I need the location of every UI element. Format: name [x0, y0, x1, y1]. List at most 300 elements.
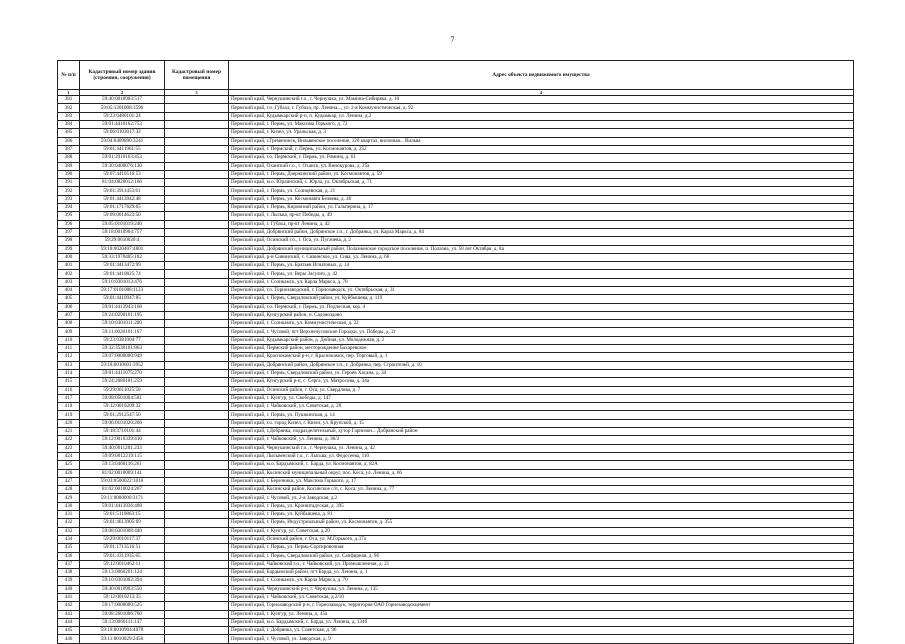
- room-cadastral-number: [165, 336, 229, 344]
- row-number: 443: [58, 610, 80, 618]
- row-number: 435: [58, 544, 80, 552]
- property-address: Пермский край, г. Кизел, ул. Уральская, д. 3: [229, 129, 854, 137]
- room-cadastral-number: [165, 552, 229, 560]
- row-number: 445: [58, 627, 80, 635]
- row-number: 431: [58, 511, 80, 519]
- row-number: 414: [58, 369, 80, 377]
- property-address: Пермский край, г.о. Горнозаводский, г. Горнозаводск, ул. Октябрьская, д. 31: [229, 287, 854, 295]
- property-address: Пермский край, Кудымкарский район, д. Дойная, ул. Молодежная, д. 2: [229, 336, 854, 344]
- row-number: 410: [58, 336, 80, 344]
- property-address: Пермский край, Косинский район, Косинское с/п, с. Коса, ул. Ленина, д. 77: [229, 486, 854, 494]
- room-cadastral-number: [165, 361, 229, 369]
- table-row: [58, 121, 854, 129]
- row-number: 408: [58, 320, 80, 328]
- cadastral-number: 59:09:0012219:115: [80, 452, 165, 460]
- cadastral-number: 59:13:0060201:124: [80, 569, 165, 577]
- cadastral-number: 59:01:3911453:61: [80, 187, 165, 195]
- room-cadastral-number: [165, 96, 229, 104]
- cadastral-number: 59:17:0000000:525: [80, 602, 165, 610]
- table-row: [58, 245, 854, 253]
- table-body: [58, 96, 854, 644]
- row-number: 397: [58, 228, 80, 236]
- table-row: [58, 544, 854, 552]
- row-number: 388: [58, 154, 80, 162]
- property-address: Пермский край, г. Пермь, Свердловский район, ул. Героев Хасана, д. 34: [229, 369, 854, 377]
- table-row: [58, 228, 854, 236]
- row-number: 421: [58, 428, 80, 436]
- room-cadastral-number: [165, 444, 229, 452]
- row-number: 404: [58, 287, 80, 295]
- property-address: Пермский край, г.Добрянка, подразделительный, хутор Гарнизон... Добрянский район: [229, 428, 854, 436]
- table-row: [58, 262, 854, 270]
- property-address: Пермский край, г. Пермь, ул. Космонавта Беляева, д. 40: [229, 195, 854, 203]
- room-cadastral-number: [165, 535, 229, 543]
- row-number: 427: [58, 477, 80, 485]
- cadastral-number: 59:29:0610020:4: [80, 237, 165, 245]
- table-row: [58, 552, 854, 560]
- room-cadastral-number: [165, 270, 229, 278]
- property-address: Пермский край, г. Пермь, Свердловский район, ул. Сапфирная, д. 9б: [229, 552, 854, 560]
- row-number: 387: [58, 145, 80, 153]
- room-cadastral-number: [165, 220, 229, 228]
- property-address: Пермский край, г. Чусовой, ул. 2-я Заводская, д.2: [229, 494, 854, 502]
- table-row: [58, 602, 854, 610]
- cadastral-number: 59:18:3710101:44: [80, 428, 165, 436]
- row-number: 391: [58, 179, 80, 187]
- cadastral-number: 59:01:2912547:50: [80, 411, 165, 419]
- cadastral-number: 81:04:0820012:166: [80, 179, 165, 187]
- row-number: 406: [58, 303, 80, 311]
- table-row: [58, 394, 854, 402]
- cadastral-number: 59:01:4410825:74: [80, 270, 165, 278]
- property-address: Пермский край, Чернушинский р-н, г. Чернушка, ул. Ленина, д. 135: [229, 585, 854, 593]
- property-address: Пермский край, г. Чайковский, ул. Ленина, д. 36/2: [229, 436, 854, 444]
- cadastral-number: 59:17:0101008:1123: [80, 287, 165, 295]
- table-row: [58, 187, 854, 195]
- room-cadastral-number: [165, 560, 229, 568]
- room-cadastral-number: [165, 419, 229, 427]
- table-row: [58, 577, 854, 585]
- room-cadastral-number: [165, 278, 229, 286]
- table-row: [58, 270, 854, 278]
- table-row: [58, 403, 854, 411]
- cadastral-number: 59:24:2080101:259: [80, 378, 165, 386]
- property-address: Пермский край, г. Губаха, пр-кт Ленина, д. 42: [229, 220, 854, 228]
- room-cadastral-number: [165, 112, 229, 120]
- room-cadastral-number: [165, 179, 229, 187]
- property-address: Пермский край, Чайковский г.о., г. Чайковский, ул. Промышленная, д. 21: [229, 560, 854, 568]
- room-cadastral-number: [165, 527, 229, 535]
- property-address: Пермский край, г.Гремячинск, Вильвенское поселение, 120 квартал, вилочная... Вильва: [229, 137, 854, 145]
- room-cadastral-number: [165, 212, 229, 220]
- table-row: [58, 502, 854, 510]
- property-address: Пермский край, г. Соликамск, ул. Карла Маркса, д. 70: [229, 577, 854, 585]
- row-number: 383: [58, 112, 80, 120]
- property-address: Пермский край, г. Кунгур, ул. Советская, д.20: [229, 527, 854, 535]
- row-number: 393: [58, 195, 80, 203]
- room-cadastral-number: [165, 411, 229, 419]
- cadastral-number: 59:01:4613905:69: [80, 519, 165, 527]
- row-number: 417: [58, 394, 80, 402]
- row-number: 428: [58, 486, 80, 494]
- cadastral-number: 59:23:0480101:24: [80, 112, 165, 120]
- property-address: Пермский край, Кудымкарский р-н, п. Кудымкар, ул. Ленина, д.2: [229, 112, 854, 120]
- table-row: [58, 585, 854, 593]
- cadastral-number: 59:08:0301008:440: [80, 527, 165, 535]
- cadastral-number: 59:01:1717629:65: [80, 204, 165, 212]
- row-number: 429: [58, 494, 80, 502]
- room-cadastral-number: [165, 104, 229, 112]
- cadastral-number: 59:01:4410162:753: [80, 121, 165, 129]
- property-address: Пермский край, г. Чайковский, ул. Советская, д.2/10: [229, 593, 854, 601]
- table-row: [58, 162, 854, 170]
- room-cadastral-number: [165, 544, 229, 552]
- header-num: № п/п: [58, 61, 80, 90]
- row-number: 400: [58, 253, 80, 261]
- table-row: [58, 593, 854, 601]
- cadastral-number: 59:01:4311935:65: [80, 552, 165, 560]
- row-number: 432: [58, 519, 80, 527]
- room-cadastral-number: [165, 237, 229, 245]
- header-cad-building: Кадастровый номер здания (строения, сооружения): [80, 61, 165, 90]
- cadastral-number: 59:01:4410947:85: [80, 295, 165, 303]
- row-number: 416: [58, 386, 80, 394]
- table-row: [58, 170, 854, 178]
- cadastral-number: 59:09:0014623:50: [80, 212, 165, 220]
- room-cadastral-number: [165, 469, 229, 477]
- row-number: 424: [58, 452, 80, 460]
- row-number: 403: [58, 278, 80, 286]
- property-address: Пермский край, г. Пермь, Кировский район, ул. Гальперина, д. 17: [229, 204, 854, 212]
- property-address: Пермский край, г. Кунгур, ул. Ленина, д. 45а: [229, 610, 854, 618]
- room-cadastral-number: [165, 204, 229, 212]
- row-number: 446: [58, 635, 80, 643]
- room-cadastral-number: [165, 345, 229, 353]
- property-address: Пермский край, Кунгурский р-н, с. Серга, ул. Матросова, д. 34а: [229, 378, 854, 386]
- table-row: [58, 253, 854, 261]
- cadastral-number: 59:24:0290101:195: [80, 311, 165, 319]
- room-cadastral-number: [165, 502, 229, 510]
- row-number: 418: [58, 403, 80, 411]
- cadastral-number: 81:02:0010009:141: [80, 469, 165, 477]
- room-cadastral-number: [165, 511, 229, 519]
- cadastral-number: 59:18:0010904:757: [80, 228, 165, 236]
- row-number: 419: [58, 411, 80, 419]
- property-address: Пермский край, Пермский район, месторождение Бахаревское: [229, 345, 854, 353]
- property-address: Пермский край, г. Пермь, ул. Кронштадтская, д. 395: [229, 502, 854, 510]
- row-number: 423: [58, 444, 80, 452]
- row-number: 420: [58, 419, 80, 427]
- property-address: Пермский край, р-н Сивинский, с. Сивинское, ул. Сива, ул. Ленина, д. 66: [229, 253, 854, 261]
- cadastral-number: 59:40:0011201:233: [80, 444, 165, 452]
- room-cadastral-number: [165, 585, 229, 593]
- property-address: Пермский край, Краснокамский р-н, г. Краснокамск, пер. Торговый, д. 1: [229, 353, 854, 361]
- cadastral-number: 59:07:4410516:53: [80, 170, 165, 178]
- property-address: Пермский край, Осинский район, г. Оса, ул. М.Горького, д.37а: [229, 535, 854, 543]
- table-row: [58, 444, 854, 452]
- property-address: Пермский край, г. Кунгур, ул. Свободы, д. 147: [229, 394, 854, 402]
- row-number: 384: [58, 121, 80, 129]
- property-address: Пермский край, г. Пермь, Свердловский район, ул. Куйбышева, д. 119: [229, 295, 854, 303]
- cadastral-number: 59:33:1970405:182: [80, 253, 165, 261]
- cadastral-number: 59:13:0460116:261: [80, 461, 165, 469]
- property-address: Пермский край, г.о. Пермский, г. Пермь, ул. Подлесная, кор. 4: [229, 303, 854, 311]
- cadastral-number: 59:07:0000000:949: [80, 353, 165, 361]
- cadastral-number: 59:01:4411961:55: [80, 145, 165, 153]
- property-address: Пермский край, Добрянский муниципальный район, Полазненское городское поселение, п. Полазна, ул. 50 лет Октября, д. 8а: [229, 245, 854, 253]
- page-number: 7: [450, 35, 455, 44]
- property-address: Пермский край, г. Добрянка, ул. Советская, д. 96: [229, 627, 854, 635]
- cadastral-number: 59:30:0400076:130: [80, 162, 165, 170]
- row-number: 437: [58, 560, 80, 568]
- cadastral-number: 59:29:0611025:50: [80, 386, 165, 394]
- property-address: Пермский край, г. Пермь, ул. Солнцевская, д. 21: [229, 187, 854, 195]
- property-address: Пермский край, г.о. Пермский, г. Пермь, ул. Ромина, д. 61: [229, 154, 854, 162]
- property-address: Пермский край, г. Пермь, ул. Пушкинская, д. 14: [229, 411, 854, 419]
- cadastral-number: 59:12:0010339:410: [80, 436, 165, 444]
- table-row: [58, 386, 854, 394]
- property-address: Пермский край, Осинский район, г. Оса, ул. Свердлова, д. 7: [229, 386, 854, 394]
- room-cadastral-number: [165, 187, 229, 195]
- cadastral-number: 59:40:0010903:550: [80, 585, 165, 593]
- col-number-3: 3: [165, 90, 229, 96]
- cadastral-number: 59:08:2601006:760: [80, 610, 165, 618]
- row-number: 407: [58, 311, 80, 319]
- property-address: Пермский край, г. Соликамск, ул. Карла Маркса, д. 78: [229, 278, 854, 286]
- property-address: Пермский край, г. Лысьва, пр-кт Победы, д. 49: [229, 212, 854, 220]
- col-number-1: 1: [58, 90, 80, 96]
- room-cadastral-number: [165, 494, 229, 502]
- property-address: Пермский край, м.о. Юрлинский, с. Юрла, ул. Октябрьская, д. 71: [229, 179, 854, 187]
- cadastral-number: 59:23:0381004:77: [80, 336, 165, 344]
- table-row: [58, 569, 854, 577]
- table-row: [58, 320, 854, 328]
- row-number: 381: [58, 96, 80, 104]
- cadastral-number: 59:10:0301002:394: [80, 577, 165, 585]
- table-row: [58, 461, 854, 469]
- row-number: 398: [58, 237, 80, 245]
- cadastral-number: 59:10:0301011:200: [80, 320, 165, 328]
- row-number: 390: [58, 170, 80, 178]
- room-cadastral-number: [165, 154, 229, 162]
- table-row: [58, 627, 854, 635]
- cadastral-number: 59:18:0010904:4078: [80, 627, 165, 635]
- row-number: 401: [58, 262, 80, 270]
- cadastral-number: 59:01:4413942:48: [80, 195, 165, 203]
- row-number: 409: [58, 328, 80, 336]
- table-row: [58, 179, 854, 187]
- cadastral-number: 59:12:0010209:32: [80, 403, 165, 411]
- cadastral-number: 59:04:0409890:3241: [80, 137, 165, 145]
- cadastral-number: 59:29:0010117:37: [80, 535, 165, 543]
- table-row: [58, 452, 854, 460]
- row-number: 405: [58, 295, 80, 303]
- row-number: 440: [58, 585, 80, 593]
- table-row: [58, 477, 854, 485]
- row-number: 436: [58, 552, 80, 560]
- cadastral-number: 59:01:2910163:453: [80, 154, 165, 162]
- table-row: [58, 527, 854, 535]
- table-row: [58, 220, 854, 228]
- table-row: [58, 112, 854, 120]
- row-number: 399: [58, 245, 80, 253]
- room-cadastral-number: [165, 228, 229, 236]
- row-number: 422: [58, 436, 80, 444]
- property-address: Пермский край, м.о. Бардымский, с. Барда, ул. Космонавтов, д. 82А: [229, 461, 854, 469]
- row-number: 438: [58, 569, 80, 577]
- property-address: Пермский край, г. Пермь, ул. Пермь-Сортировочная: [229, 544, 854, 552]
- room-cadastral-number: [165, 378, 229, 386]
- table-row: [58, 195, 854, 203]
- table-row: [58, 361, 854, 369]
- table-row: [58, 137, 854, 145]
- table-row: [58, 511, 854, 519]
- table-row: [58, 378, 854, 386]
- room-cadastral-number: [165, 486, 229, 494]
- cadastral-number: 81:02:0010024:267: [80, 486, 165, 494]
- property-address: Пермский край, г. Пермь, Дзержинский район, ул. Космонавтов, д. 59: [229, 170, 854, 178]
- row-number: 413: [58, 361, 80, 369]
- table-row: [58, 353, 854, 361]
- row-number: 426: [58, 469, 80, 477]
- row-number: 395: [58, 212, 80, 220]
- table-row: [58, 204, 854, 212]
- room-cadastral-number: [165, 602, 229, 610]
- room-cadastral-number: [165, 635, 229, 643]
- property-address: Пермский край, Лысьвенский г.о., г. Лысьва, ул. Федосеева, 110: [229, 452, 854, 460]
- property-address: Пермский край, Кунгурский район, п. Садовоэдово: [229, 311, 854, 319]
- cadastral-number: 59:08:0501004:581: [80, 394, 165, 402]
- room-cadastral-number: [165, 295, 229, 303]
- property-address: Пермский край, Добрянский район, Добрянское г.п., г. Добрянка, ул. Карла Маркса, д. 84: [229, 228, 854, 236]
- cadastral-number: 59:01:4413472:99: [80, 262, 165, 270]
- property-address: Пермский край, Оханский г.о., г. Оханск, ул. Винокурова, д. 25а: [229, 162, 854, 170]
- property-address: Пермский край, м.о. Бардымский, с. Барда, ул. Ленина, д. 134б: [229, 618, 854, 626]
- property-address: Пермский край, г. Чусовой, ул. Заводская, д. 9: [229, 635, 854, 643]
- table-header-row: [58, 61, 854, 90]
- table-row: [58, 212, 854, 220]
- cadastral-number: 59:11:0010029:2456: [80, 635, 165, 643]
- property-address: Пермский край, г. Пермский, г. Пермь, ул. Космонавтов, д. 252: [229, 145, 854, 153]
- table-row: [58, 303, 854, 311]
- property-address: Пермский край, г. Чайковский, ул. Советская, д. 28: [229, 403, 854, 411]
- row-number: 434: [58, 535, 80, 543]
- property-address: Пермский край, г. Соликамск, ул. Коммунистическая, д. 22: [229, 320, 854, 328]
- room-cadastral-number: [165, 162, 229, 170]
- cadastral-number: 59:01:4413943:168: [80, 303, 165, 311]
- room-cadastral-number: [165, 403, 229, 411]
- room-cadastral-number: [165, 262, 229, 270]
- room-cadastral-number: [165, 577, 229, 585]
- header-address: Адрес объекта недвижимого имущества: [229, 61, 854, 90]
- property-address: Пермский край, Чернушинский г.о., г. Чернушка, ул. Мамина-Сибиряка, д. 10: [229, 96, 854, 104]
- table-row: [58, 560, 854, 568]
- room-cadastral-number: [165, 369, 229, 377]
- cadastral-number: 59:18:0010601:3952: [80, 361, 165, 369]
- row-number: 415: [58, 378, 80, 386]
- room-cadastral-number: [165, 477, 229, 485]
- table-row: [58, 411, 854, 419]
- row-number: 392: [58, 187, 80, 195]
- property-address: Пермский край, г. Пермь, Индустриальный район, ул. Космонавтов, д. 355: [229, 519, 854, 527]
- room-cadastral-number: [165, 353, 229, 361]
- room-cadastral-number: [165, 253, 229, 261]
- table-row: [58, 154, 854, 162]
- room-cadastral-number: [165, 610, 229, 618]
- table-row: [58, 436, 854, 444]
- room-cadastral-number: [165, 452, 229, 460]
- room-cadastral-number: [165, 145, 229, 153]
- table-row: [58, 519, 854, 527]
- property-address: Пермский край, Косинский муниципальный округ, пос. Коса, ул. Ленина, д. 66: [229, 469, 854, 477]
- property-address: Пермский край, г. Чусовой, пгт Верхнечусовские Городки, ул. Победы, д. 2г: [229, 328, 854, 336]
- room-cadastral-number: [165, 287, 229, 295]
- table-row: [58, 328, 854, 336]
- table-row: [58, 145, 854, 153]
- table-row: [58, 237, 854, 245]
- cadastral-number: 59:18:0020407:4801: [80, 245, 165, 253]
- cadastral-number: 59:13:0060111:147: [80, 618, 165, 626]
- row-number: 425: [58, 461, 80, 469]
- cadastral-number: 59:01:5110863:15: [80, 511, 165, 519]
- room-cadastral-number: [165, 195, 229, 203]
- room-cadastral-number: [165, 593, 229, 601]
- table-row: [58, 610, 854, 618]
- room-cadastral-number: [165, 320, 229, 328]
- table-row: [58, 618, 854, 626]
- table-row: [58, 311, 854, 319]
- row-number: 396: [58, 220, 80, 228]
- cadastral-number: 59:05:0101019:240: [80, 220, 165, 228]
- room-cadastral-number: [165, 386, 229, 394]
- row-number: 386: [58, 137, 80, 145]
- cadastral-number: 59:05:1201008:3596: [80, 104, 165, 112]
- table-row: [58, 287, 854, 295]
- room-cadastral-number: [165, 311, 229, 319]
- row-number: 411: [58, 345, 80, 353]
- property-address: Пермский край, г.о. Губаха, г. Губаха, пр. Ленина..., ул. 2-я Коммунистическая, д. 92: [229, 104, 854, 112]
- property-address: Пермский край, Горнозаводский р-н, г. Горнозаводск, территория ОАО Горнозаводскцемент: [229, 602, 854, 610]
- cadastral-number: 59:01:4413936:488: [80, 502, 165, 510]
- table-row: [58, 486, 854, 494]
- property-address: Пермский край, г.о. город Кизел, г. Кизел, ул. Крупской, д. 15: [229, 419, 854, 427]
- room-cadastral-number: [165, 245, 229, 253]
- table-row: [58, 369, 854, 377]
- room-cadastral-number: [165, 137, 229, 145]
- header-cad-room: Кадастровый номер помещения: [165, 61, 229, 90]
- table-row: [58, 469, 854, 477]
- cadastral-number: 59:06:0101020:206: [80, 419, 165, 427]
- row-number: 402: [58, 270, 80, 278]
- cadastral-number: 59:40:0010903:517: [80, 96, 165, 104]
- property-address: Пермский край, Чернушинский г.о., г. Чернушка, ул. Ленина, д. 42: [229, 444, 854, 452]
- row-number: 433: [58, 527, 80, 535]
- row-number: 439: [58, 577, 80, 585]
- room-cadastral-number: [165, 519, 229, 527]
- cadastral-number: 59:11:0000000:3171: [80, 494, 165, 502]
- table-row: [58, 494, 854, 502]
- table-row: [58, 104, 854, 112]
- room-cadastral-number: [165, 436, 229, 444]
- property-address: Пермский край, г. Пермь, ул. Максима Горького, д. 72: [229, 121, 854, 129]
- room-cadastral-number: [165, 328, 229, 336]
- row-number: 412: [58, 353, 80, 361]
- table-row: [58, 96, 854, 104]
- room-cadastral-number: [165, 627, 229, 635]
- property-address: Пермский край, г. Пермь, ул. Куйбышева, д. 81: [229, 511, 854, 519]
- table-row: [58, 278, 854, 286]
- row-number: 444: [58, 618, 80, 626]
